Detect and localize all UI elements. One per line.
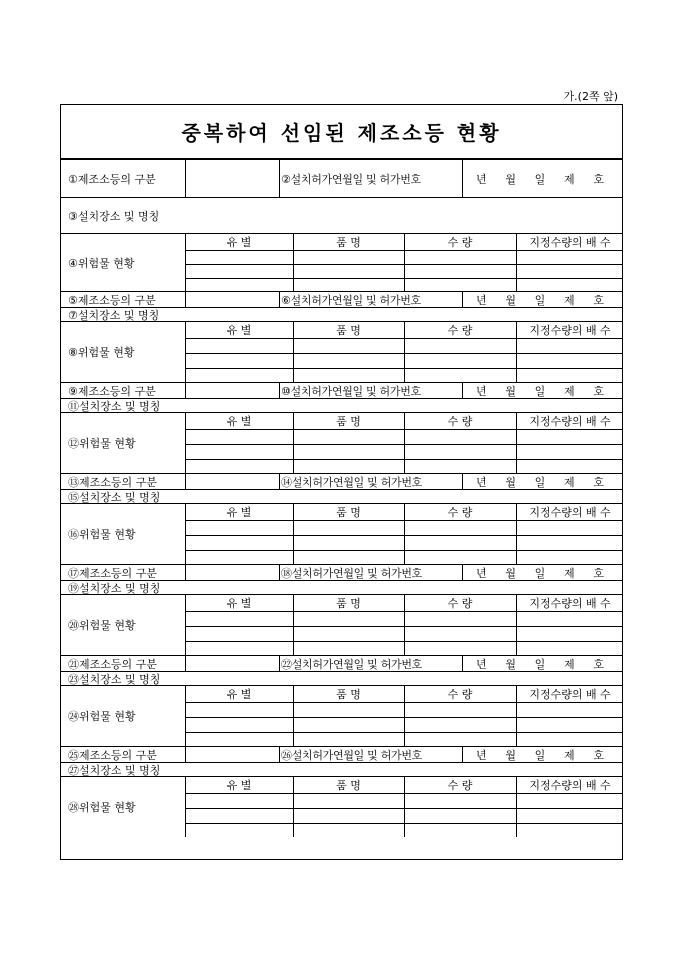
hazmat-col-header: 수 량 <box>447 597 473 610</box>
facility-section <box>61 564 622 655</box>
place-row <box>61 580 622 594</box>
hazmat-data-cell[interactable] <box>293 702 404 717</box>
hazmat-data-cell[interactable] <box>185 368 293 383</box>
place-input[interactable] <box>185 581 622 594</box>
hazmat-col-header: 지정수량의 배 수 <box>529 779 611 792</box>
hazmat-data-cell[interactable] <box>293 611 404 626</box>
hazmat-col-header: 지정수량의 배 수 <box>529 597 611 610</box>
date-field-label: 년 <box>476 475 487 489</box>
hazmat-col-header: 품 명 <box>336 597 361 610</box>
place-label: ⑪설치장소 및 명칭 <box>68 399 161 413</box>
hazmat-data-cell[interactable] <box>404 626 516 641</box>
date-field-label: 일 <box>534 566 546 580</box>
division-row <box>61 473 622 489</box>
hazmat-col-header: 수 량 <box>447 415 473 428</box>
hazmat-label: ⑯위험물 현황 <box>68 528 136 541</box>
place-input[interactable] <box>185 763 622 776</box>
hazmat-data-cell[interactable] <box>516 250 624 264</box>
date-field-label: 호 <box>593 384 604 398</box>
division-input[interactable] <box>185 747 279 762</box>
hazmat-data-cell[interactable] <box>185 250 293 264</box>
hazmat-data-cell[interactable] <box>404 278 516 292</box>
hazmat-row <box>61 594 622 655</box>
date-field-label: 제 <box>563 566 575 580</box>
place-label: ⑮설치장소 및 명칭 <box>68 490 161 504</box>
date-field-label: 제 <box>563 475 575 489</box>
date-field-label: 호 <box>593 566 604 580</box>
hazmat-data-cell[interactable] <box>404 264 516 278</box>
hazmat-col-header: 품 명 <box>336 236 361 249</box>
hazmat-data-cell[interactable] <box>404 641 516 656</box>
hazmat-data-cell[interactable] <box>404 368 516 383</box>
date-field-label: 일 <box>534 384 546 398</box>
date-field-label: 년 <box>476 172 487 186</box>
date-field-label: 일 <box>534 172 546 186</box>
permit-date-input[interactable] <box>462 565 622 580</box>
permit-label: ⑥설치허가연월일 및 허가번호 <box>281 293 421 307</box>
hazmat-data-cell[interactable] <box>185 444 293 459</box>
hazmat-data-cell[interactable] <box>404 338 516 353</box>
hazmat-data-cell[interactable] <box>516 278 624 292</box>
hazmat-data-cell[interactable] <box>293 717 404 732</box>
hazmat-data-cell[interactable] <box>293 732 404 747</box>
date-field-label: 제 <box>563 657 575 671</box>
date-field-label: 년 <box>476 384 487 398</box>
hazmat-data-cell[interactable] <box>516 353 624 368</box>
hazmat-col-header: 품 명 <box>336 324 361 337</box>
division-label: ⑨제조소등의 구분 <box>68 384 156 398</box>
division-row <box>61 382 622 398</box>
hazmat-row <box>61 685 622 746</box>
division-row <box>61 564 622 580</box>
hazmat-label: ⑫위험물 현황 <box>68 437 136 450</box>
hazmat-col-header: 수 량 <box>447 506 473 519</box>
hazmat-data-cell[interactable] <box>293 823 404 838</box>
hazmat-col-header: 지정수량의 배 수 <box>529 688 611 701</box>
hazmat-data-cell[interactable] <box>293 278 404 292</box>
division-input[interactable] <box>185 292 279 307</box>
hazmat-col-header: 유 별 <box>226 597 252 610</box>
facility-section <box>61 382 622 473</box>
permit-label: ㉖설치허가연월일 및 허가번호 <box>281 748 423 762</box>
hazmat-data-cell[interactable] <box>516 368 624 383</box>
place-input[interactable] <box>185 490 622 503</box>
hazmat-data-cell[interactable] <box>293 641 404 656</box>
hazmat-data-cell[interactable] <box>404 793 516 808</box>
hazmat-data-cell[interactable] <box>404 353 516 368</box>
hazmat-data-cell[interactable] <box>516 459 624 474</box>
place-row <box>61 398 622 412</box>
hazmat-data-cell[interactable] <box>185 338 293 353</box>
hazmat-data-cell[interactable] <box>516 550 624 565</box>
hazmat-data-cell[interactable] <box>516 823 624 838</box>
place-row <box>61 762 622 776</box>
hazmat-data-cell[interactable] <box>516 732 624 747</box>
hazmat-col-header: 수 량 <box>447 236 473 249</box>
place-input[interactable] <box>185 198 622 233</box>
date-field-label: 호 <box>593 748 604 762</box>
division-input[interactable] <box>185 656 279 671</box>
date-field-label: 호 <box>593 172 604 186</box>
hazmat-data-cell[interactable] <box>293 535 404 550</box>
hazmat-data-cell[interactable] <box>293 459 404 474</box>
hazmat-col-header: 유 별 <box>226 324 252 337</box>
date-field-label: 년 <box>476 657 487 671</box>
hazmat-row <box>61 412 622 473</box>
hazmat-data-cell[interactable] <box>185 459 293 474</box>
place-row <box>61 489 622 503</box>
hazmat-data-cell[interactable] <box>516 444 624 459</box>
hazmat-data-cell[interactable] <box>185 732 293 747</box>
date-field-label: 년 <box>476 293 487 307</box>
place-row <box>61 197 622 233</box>
date-field-label: 월 <box>505 657 516 671</box>
place-label: ⑦설치장소 및 명칭 <box>68 308 160 322</box>
date-field-label: 일 <box>534 475 546 489</box>
division-row <box>61 746 622 762</box>
division-input[interactable] <box>185 565 279 580</box>
hazmat-data-cell[interactable] <box>185 823 293 838</box>
hazmat-data-cell[interactable] <box>185 429 293 444</box>
division-input[interactable] <box>185 474 279 489</box>
division-label: ㉕제조소등의 구분 <box>68 748 157 762</box>
hazmat-col-header: 지정수량의 배 수 <box>529 415 611 428</box>
permit-date-input[interactable] <box>462 160 622 197</box>
division-input[interactable] <box>185 160 279 197</box>
permit-label: ⑭설치허가연월일 및 허가번호 <box>281 475 423 489</box>
hazmat-data-cell[interactable] <box>293 550 404 565</box>
hazmat-data-cell[interactable] <box>185 535 293 550</box>
place-label: ㉗설치장소 및 명칭 <box>68 763 161 777</box>
date-field-label: 호 <box>593 475 604 489</box>
hazmat-col-header: 품 명 <box>336 506 361 519</box>
permit-date-input[interactable] <box>462 656 622 671</box>
date-field-label: 일 <box>534 293 546 307</box>
facility-section <box>61 655 622 746</box>
hazmat-row <box>61 233 622 291</box>
date-field-label: 월 <box>505 293 516 307</box>
division-row <box>61 655 622 671</box>
hazmat-data-cell[interactable] <box>516 702 624 717</box>
hazmat-row <box>61 321 622 382</box>
hazmat-data-cell[interactable] <box>293 368 404 383</box>
hazmat-data-cell[interactable] <box>404 732 516 747</box>
hazmat-data-cell[interactable] <box>516 611 624 626</box>
hazmat-data-cell[interactable] <box>516 535 624 550</box>
hazmat-data-cell[interactable] <box>404 444 516 459</box>
hazmat-label: ㉔위험물 현황 <box>68 710 136 723</box>
place-label: ③설치장소 및 명칭 <box>68 209 160 223</box>
hazmat-col-header: 지정수량의 배 수 <box>529 236 611 249</box>
permit-label: ②설치허가연월일 및 허가번호 <box>281 172 421 186</box>
hazmat-data-cell[interactable] <box>293 353 404 368</box>
date-field-label: 제 <box>563 384 575 398</box>
hazmat-data-cell[interactable] <box>516 717 624 732</box>
hazmat-data-cell[interactable] <box>404 550 516 565</box>
facility-section <box>61 159 622 291</box>
hazmat-col-header: 유 별 <box>226 779 252 792</box>
hazmat-col-header: 수 량 <box>447 779 473 792</box>
date-field-label: 제 <box>563 172 575 186</box>
date-field-label: 년 <box>476 748 487 762</box>
division-label: ⑰제조소등의 구분 <box>68 566 157 580</box>
permit-date-input[interactable] <box>462 383 622 398</box>
hazmat-col-header: 지정수량의 배 수 <box>529 506 611 519</box>
hazmat-data-cell[interactable] <box>404 611 516 626</box>
hazmat-col-header: 유 별 <box>226 506 252 519</box>
hazmat-data-cell[interactable] <box>185 808 293 823</box>
hazmat-data-cell[interactable] <box>185 353 293 368</box>
hazmat-data-cell[interactable] <box>516 429 624 444</box>
date-field-label: 월 <box>505 748 516 762</box>
hazmat-data-cell[interactable] <box>185 520 293 535</box>
hazmat-data-cell[interactable] <box>185 641 293 656</box>
facility-section <box>61 473 622 564</box>
permit-date-input[interactable] <box>462 747 622 762</box>
hazmat-col-header: 유 별 <box>226 415 252 428</box>
hazmat-data-cell[interactable] <box>404 808 516 823</box>
division-row <box>61 291 622 307</box>
division-label: ①제조소등의 구분 <box>68 172 156 186</box>
hazmat-data-cell[interactable] <box>516 338 624 353</box>
hazmat-data-cell[interactable] <box>185 550 293 565</box>
hazmat-data-cell[interactable] <box>404 459 516 474</box>
hazmat-col-header: 유 별 <box>226 688 252 701</box>
division-label: ⑤제조소등의 구분 <box>68 293 156 307</box>
date-field-label: 월 <box>505 384 516 398</box>
hazmat-data-cell[interactable] <box>293 444 404 459</box>
hazmat-data-cell[interactable] <box>516 626 624 641</box>
hazmat-label: ⑧위험물 현황 <box>68 346 135 359</box>
hazmat-data-cell[interactable] <box>293 520 404 535</box>
division-label: ㉑제조소등의 구분 <box>68 657 157 671</box>
division-row <box>61 159 622 197</box>
hazmat-row <box>61 776 622 837</box>
place-input[interactable] <box>185 672 622 685</box>
hazmat-data-cell[interactable] <box>293 626 404 641</box>
hazmat-data-cell[interactable] <box>516 808 624 823</box>
hazmat-data-cell[interactable] <box>404 520 516 535</box>
hazmat-data-cell[interactable] <box>404 535 516 550</box>
form-title: 중복하여 선임된 제조소등 현황 <box>61 105 622 159</box>
hazmat-data-cell[interactable] <box>516 641 624 656</box>
hazmat-data-cell[interactable] <box>404 717 516 732</box>
date-field-label: 월 <box>505 566 516 580</box>
hazmat-data-cell[interactable] <box>185 717 293 732</box>
place-row <box>61 307 622 321</box>
permit-label: ⑱설치허가연월일 및 허가번호 <box>281 566 423 580</box>
hazmat-label: ④위험물 현황 <box>68 256 135 270</box>
form-frame <box>60 104 623 860</box>
hazmat-data-cell[interactable] <box>185 702 293 717</box>
place-label: ⑲설치장소 및 명칭 <box>68 581 161 595</box>
hazmat-label: ⑳위험물 현황 <box>68 619 136 632</box>
hazmat-data-cell[interactable] <box>185 793 293 808</box>
hazmat-data-cell[interactable] <box>404 823 516 838</box>
division-label: ⑬제조소등의 구분 <box>68 475 157 489</box>
division-input[interactable] <box>185 383 279 398</box>
facility-section <box>61 746 622 837</box>
hazmat-col-header: 수 량 <box>447 324 473 337</box>
hazmat-label: ㉘위험물 현황 <box>68 801 136 814</box>
hazmat-data-cell[interactable] <box>516 264 624 278</box>
hazmat-data-cell[interactable] <box>404 702 516 717</box>
date-field-label: 월 <box>505 172 516 186</box>
date-field-label: 호 <box>593 657 604 671</box>
hazmat-col-header: 수 량 <box>447 688 473 701</box>
hazmat-data-cell[interactable] <box>404 429 516 444</box>
hazmat-data-cell[interactable] <box>404 250 516 264</box>
facility-section <box>61 291 622 382</box>
place-label: ㉓설치장소 및 명칭 <box>68 672 161 686</box>
date-field-label: 제 <box>563 293 575 307</box>
hazmat-row <box>61 503 622 564</box>
hazmat-data-cell[interactable] <box>185 278 293 292</box>
hazmat-col-header: 유 별 <box>226 236 252 249</box>
place-input[interactable] <box>185 399 622 412</box>
hazmat-col-header: 품 명 <box>336 415 361 428</box>
hazmat-col-header: 품 명 <box>336 779 361 792</box>
hazmat-data-cell[interactable] <box>293 808 404 823</box>
hazmat-data-cell[interactable] <box>293 338 404 353</box>
hazmat-data-cell[interactable] <box>293 250 404 264</box>
permit-date-input[interactable] <box>462 292 622 307</box>
page-note: 가.(2쪽 앞) <box>563 90 618 103</box>
hazmat-data-cell[interactable] <box>516 793 624 808</box>
hazmat-data-cell[interactable] <box>185 264 293 278</box>
permit-label: ㉒설치허가연월일 및 허가번호 <box>281 657 423 671</box>
permit-date-input[interactable] <box>462 474 622 489</box>
date-field-label: 월 <box>505 475 516 489</box>
hazmat-data-cell[interactable] <box>293 429 404 444</box>
hazmat-col-header: 품 명 <box>336 688 361 701</box>
date-field-label: 호 <box>593 293 604 307</box>
date-field-label: 년 <box>476 566 487 580</box>
date-field-label: 일 <box>534 748 546 762</box>
date-field-label: 일 <box>534 657 546 671</box>
hazmat-data-cell[interactable] <box>185 611 293 626</box>
hazmat-data-cell[interactable] <box>185 626 293 641</box>
hazmat-data-cell[interactable] <box>293 793 404 808</box>
permit-label: ⑩설치허가연월일 및 허가번호 <box>281 384 421 398</box>
hazmat-data-cell[interactable] <box>516 520 624 535</box>
place-row <box>61 671 622 685</box>
hazmat-data-cell[interactable] <box>293 264 404 278</box>
hazmat-col-header: 지정수량의 배 수 <box>529 324 611 337</box>
date-field-label: 제 <box>563 748 575 762</box>
place-input[interactable] <box>185 308 622 321</box>
